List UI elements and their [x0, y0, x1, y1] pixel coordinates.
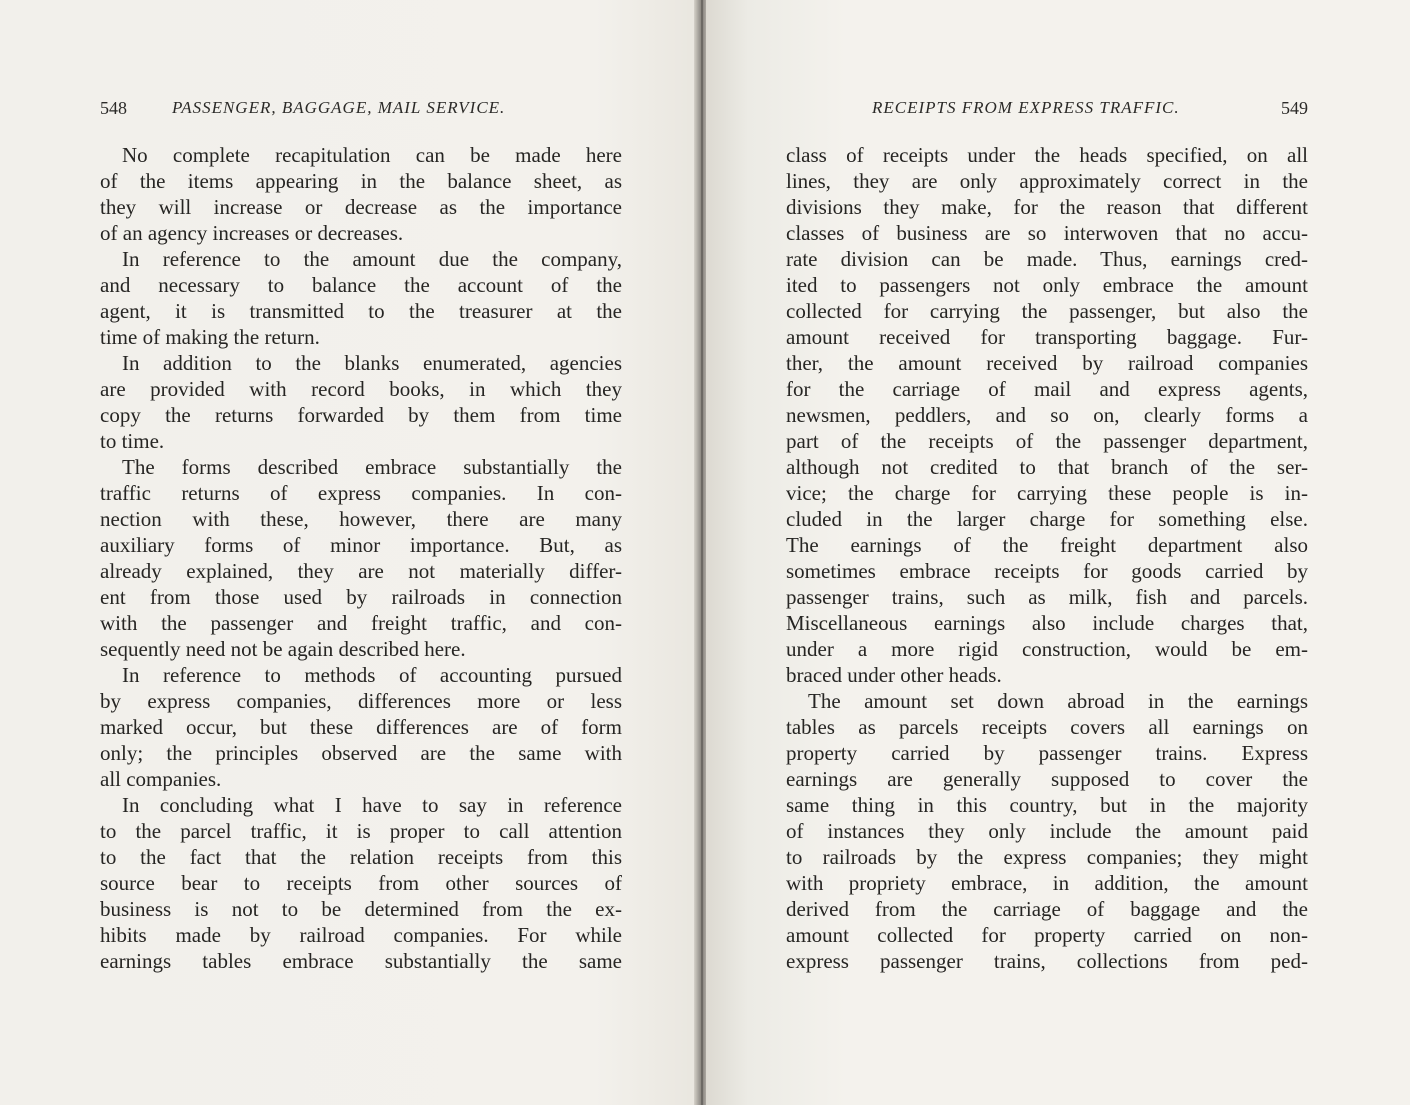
text-line: In reference to methods of accounting pursued: [122, 663, 622, 687]
text-line: with propriety embrace, in addition, the amount: [786, 871, 1308, 895]
text-line: No complete recapitulation can be made here: [122, 143, 622, 167]
text-line: agent, it is transmitted to the treasurer at the: [100, 299, 622, 323]
text-line: amount received for transporting baggage. Fur-: [786, 325, 1308, 349]
text-line: The forms described embrace substantially the: [122, 455, 622, 479]
text-line: are provided with record books, in which they: [100, 377, 622, 401]
text-line: The earnings of the freight department also: [786, 533, 1308, 557]
text-line: nection with these, however, there are many: [100, 507, 622, 531]
text-line: of instances they only include the amount paid: [786, 819, 1308, 843]
right-running-title: RECEIPTS FROM EXPRESS TRAFFIC.: [872, 98, 1180, 117]
text-line: to time.: [100, 429, 165, 453]
text-line: business is not to be determined from the ex-: [100, 897, 622, 921]
text-line: divisions they make, for the reason that different: [786, 195, 1308, 219]
text-line: sometimes embrace receipts for goods carried by: [786, 559, 1308, 583]
right-page-number: 549: [1281, 98, 1308, 118]
text-line: ther, the amount received by railroad companies: [786, 351, 1308, 375]
text-line: of an agency increases or decreases.: [100, 221, 404, 245]
text-line: under a more rigid construction, would be em-: [786, 637, 1308, 661]
text-line: passenger trains, such as milk, fish and parcels.: [786, 585, 1308, 609]
text-line: express passenger trains, collections from ped-: [786, 949, 1308, 973]
text-line: In concluding what I have to say in reference: [122, 793, 622, 817]
text-line: to the fact that the relation receipts from this: [100, 845, 622, 869]
text-line: ited to passengers not only embrace the amount: [786, 273, 1308, 297]
text-line: earnings tables embrace substantially the same: [100, 949, 622, 973]
text-line: class of receipts under the heads specified, on all: [786, 143, 1308, 167]
text-line: collected for carrying the passenger, but also the: [786, 299, 1308, 323]
text-line: property carried by passenger trains. Express: [786, 741, 1308, 765]
text-line: tables as parcels receipts covers all earnings on: [786, 715, 1308, 739]
text-line: for the carriage of mail and express agents,: [786, 377, 1308, 401]
text-line: all companies.: [100, 767, 222, 791]
right-body-text: [786, 142, 1308, 974]
text-line: In reference to the amount due the company,: [122, 247, 622, 271]
text-line: vice; the charge for carrying these people is in-: [786, 481, 1308, 505]
text-line: already explained, they are not materially differ-: [100, 559, 622, 583]
text-line: earnings are generally supposed to cover the: [786, 767, 1308, 791]
text-line: braced under other heads.: [786, 663, 1002, 687]
text-line: although not credited to that branch of the ser-: [786, 455, 1308, 479]
left-body-text: [100, 142, 622, 974]
left-running-title: PASSENGER, BAGGAGE, MAIL SERVICE.: [172, 98, 506, 117]
text-line: Miscellaneous earnings also include charges that,: [786, 611, 1308, 635]
left-page-number: 548: [100, 98, 127, 118]
text-line: newsmen, peddlers, and so on, clearly forms a: [786, 403, 1308, 427]
text-line: The amount set down abroad in the earnings: [808, 689, 1308, 713]
text-line: same thing in this country, but in the majority: [786, 793, 1308, 817]
text-line: classes of business are so interwoven that no accu-: [786, 221, 1308, 245]
text-line: to railroads by the express companies; they might: [786, 845, 1308, 869]
text-line: with the passenger and freight traffic, and con-: [100, 611, 622, 635]
text-line: and necessary to balance the account of the: [100, 273, 622, 297]
text-line: rate division can be made. Thus, earnings cred-: [786, 247, 1308, 271]
text-line: lines, they are only approximately correct in the: [786, 169, 1308, 193]
text-line: copy the returns forwarded by them from time: [100, 403, 622, 427]
text-line: In addition to the blanks enumerated, agencies: [122, 351, 622, 375]
left-page: [0, 0, 700, 1105]
text-line: time of making the return.: [100, 325, 320, 349]
text-line: to the parcel traffic, it is proper to call attention: [100, 819, 622, 843]
text-line: marked occur, but these differences are of form: [100, 715, 622, 739]
text-line: derived from the carriage of baggage and the: [786, 897, 1308, 921]
right-page: [706, 0, 1410, 1105]
text-line: only; the principles observed are the same with: [100, 741, 622, 765]
text-line: cluded in the larger charge for something else.: [786, 507, 1308, 531]
text-line: source bear to receipts from other sources of: [100, 871, 622, 895]
text-line: ent from those used by railroads in connection: [100, 585, 622, 609]
text-line: sequently need not be again described here.: [100, 637, 466, 661]
text-line: traffic returns of express companies. In con-: [100, 481, 622, 505]
text-line: hibits made by railroad companies. For while: [100, 923, 622, 947]
text-line: they will increase or decrease as the importance: [100, 195, 622, 219]
text-line: amount collected for property carried on non-: [786, 923, 1308, 947]
text-line: by express companies, differences more or less: [100, 689, 622, 713]
text-line: of the items appearing in the balance sheet, as: [100, 169, 622, 193]
text-line: part of the receipts of the passenger department,: [786, 429, 1308, 453]
text-line: auxiliary forms of minor importance. But, as: [100, 533, 622, 557]
